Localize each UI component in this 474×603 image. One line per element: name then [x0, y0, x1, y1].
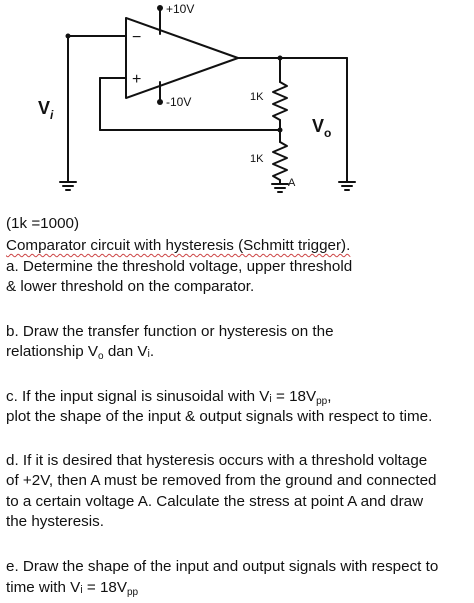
vi-label: $V_i$	[38, 98, 54, 122]
output-junction	[278, 56, 283, 61]
r2-label: 1K	[250, 153, 264, 165]
resistor-r1	[273, 82, 287, 120]
question-b-line1: b. Draw the transfer function or hysteresis on the	[6, 323, 334, 340]
vi-terminal	[66, 34, 71, 39]
vminus-terminal	[157, 99, 163, 105]
question-d-line2: of +2V, then A must be removed from the ground and connected	[6, 472, 437, 489]
vplus-label: +10V	[166, 2, 195, 16]
inverting-sign: −	[132, 29, 142, 46]
question-a-line1: a. Determine the threshold voltage, upper threshold	[6, 258, 353, 275]
op-amp-triangle	[126, 18, 238, 98]
question-b-line2: relationship $V_o$ dan Vᵢ.	[6, 343, 155, 362]
resistor-r2	[273, 142, 287, 180]
feedback-junction	[278, 128, 283, 133]
title-text: Comparator circuit with hysteresis (Schmitt trigger).	[6, 237, 351, 254]
schmitt-trigger-circuit	[0, 0, 474, 200]
question-d-line4: the hysteresis.	[6, 513, 104, 530]
question-a-line2: & lower threshold on the comparator.	[6, 278, 255, 295]
question-c-line1: c. If the input signal is sinusoidal with Vᵢ = $18V_{pp}$,	[6, 388, 332, 407]
noninverting-sign: +	[132, 71, 142, 88]
question-c-line2: plot the shape of the input & output signals with respect to time.	[6, 408, 433, 425]
vplus-terminal	[157, 5, 163, 11]
problem-title	[6, 236, 472, 256]
vminus-label: -10V	[166, 95, 192, 109]
question-d-line3: to a certain voltage A. Calculate the stress at point A and draw	[6, 493, 424, 510]
r1-label: 1K	[250, 91, 264, 103]
point-a-label: A	[288, 177, 296, 189]
vo-label: $V_o$	[312, 116, 332, 140]
question-e-line1: e. Draw the shape of the input and output signals with respect to	[6, 558, 439, 575]
question-d-line1: d. If it is desired that hysteresis occurs with a threshold voltage	[6, 452, 428, 469]
question-e-line2: time with Vᵢ = $18V_{pp}$	[6, 579, 139, 598]
k-note: (1k =1000)	[6, 215, 80, 232]
